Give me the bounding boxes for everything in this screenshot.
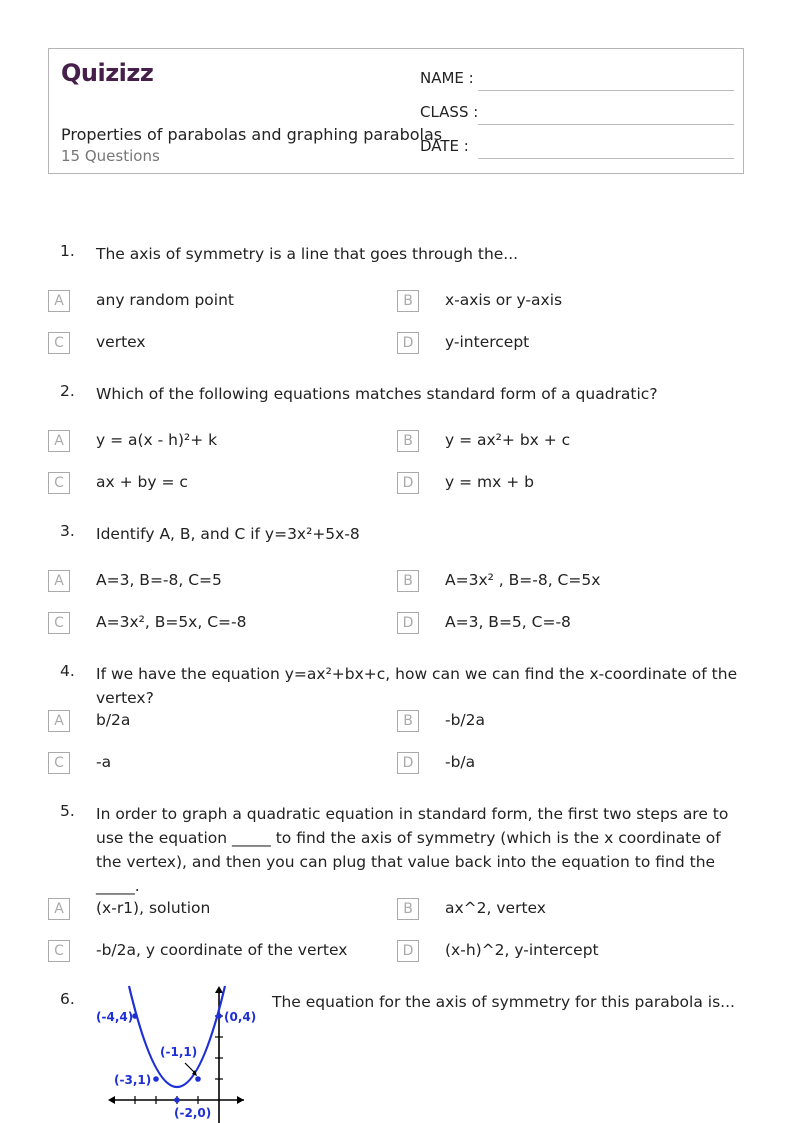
point-neg1-1 [195, 1076, 201, 1082]
question-number: 1. [60, 242, 75, 260]
question-text: The equation for the axis of symmetry for this parabola is... [272, 993, 735, 1011]
option-text: (x-h)^2, y-intercept [445, 941, 599, 959]
option-letter-box: A [48, 430, 70, 452]
question-text: Identify A, B, and C if y=3x²+5x-8 [96, 525, 360, 543]
point-label: (-4,4) [96, 1010, 134, 1024]
question-number: 2. [60, 382, 75, 400]
option-letter-box: D [397, 612, 419, 634]
option-text: y = a(x - h)²+ k [96, 431, 218, 449]
x-axis-arrow-left [108, 1096, 115, 1104]
question-text: If we have the equation y=ax²+bx+c, how can we can find the x-coordinate of the vertex? [96, 665, 738, 707]
question-text: Which of the following equations matches standard form of a quadratic? [96, 385, 658, 403]
option-text: vertex [96, 333, 146, 351]
option-text: -b/2a [445, 711, 486, 729]
option-text: -a [96, 753, 112, 771]
option-text: ax + by = c [96, 473, 188, 491]
option-text: ax^2, vertex [445, 899, 546, 917]
class-field[interactable] [420, 103, 734, 121]
date-field[interactable] [420, 137, 734, 155]
point-neg2-0 [174, 1097, 180, 1103]
option-text: x-axis or y-axis [445, 291, 563, 309]
option-letter-box: A [48, 570, 70, 592]
point-label: (-2,0) [174, 1106, 212, 1120]
parabola-curve [129, 986, 225, 1087]
quizizz-logo: Quizizz [61, 59, 154, 87]
point-0-4 [216, 1013, 222, 1019]
option-text: y = mx + b [445, 473, 534, 491]
option-letter-box: D [397, 332, 419, 354]
question-number: 5. [60, 802, 75, 820]
question-number: 4. [60, 662, 75, 680]
axis-ticks [135, 1016, 223, 1104]
name-label: NAME : [420, 69, 474, 87]
class-line [478, 123, 734, 125]
option-letter-box: B [397, 290, 419, 312]
option-letter-box: A [48, 898, 70, 920]
option-text: -b/2a, y coordinate of the vertex [96, 941, 348, 959]
question-count: 15 Questions [61, 147, 160, 165]
option-letter-box: C [48, 940, 70, 962]
question-text: In order to graph a quadratic equation in standard form, the first two steps are to use the equation _____ to find the axis of symmetry (which is the x coordinate of the vertex), and then you can plug that value back into the equation to find the _____. [96, 805, 729, 895]
point-neg3-1 [153, 1076, 159, 1082]
option-letter-box: D [397, 940, 419, 962]
option-text: y = ax²+ bx + c [445, 431, 571, 449]
y-axis-arrow-up [215, 986, 223, 993]
option-letter-box: D [397, 472, 419, 494]
option-letter-box: C [48, 612, 70, 634]
option-letter-box: C [48, 332, 70, 354]
option-letter-box: A [48, 290, 70, 312]
option-letter-box: B [397, 710, 419, 732]
question-number: 6. [60, 990, 75, 1008]
x-axis-arrow-right [237, 1096, 244, 1104]
parabola-graph [96, 983, 257, 1123]
option-text: -b/a [445, 753, 476, 771]
option-text: A=3, B=-8, C=5 [96, 571, 222, 589]
date-label: DATE : [420, 137, 469, 155]
option-text: (x-r1), solution [96, 899, 211, 917]
option-text: A=3x², B=5x, C=-8 [96, 613, 247, 631]
option-text: b/2a [96, 711, 131, 729]
option-letter-box: B [397, 898, 419, 920]
option-text: any random point [96, 291, 234, 309]
option-letter-box: D [397, 752, 419, 774]
worksheet-header [48, 48, 744, 174]
date-line [478, 157, 734, 159]
name-field[interactable] [420, 69, 734, 87]
question-number: 3. [60, 522, 75, 540]
option-letter-box: A [48, 710, 70, 732]
option-text: A=3, B=5, C=-8 [445, 613, 571, 631]
point-label: (0,4) [224, 1010, 257, 1024]
option-letter-box: B [397, 430, 419, 452]
option-letter-box: B [397, 570, 419, 592]
point-label: (-1,1) [160, 1045, 198, 1059]
class-label: CLASS : [420, 103, 479, 121]
option-text: y-intercept [445, 333, 530, 351]
name-line [478, 89, 734, 91]
option-letter-box: C [48, 752, 70, 774]
point-label: (-3,1) [114, 1073, 152, 1087]
option-text: A=3x² , B=-8, C=5x [445, 571, 601, 589]
worksheet-title: Properties of parabolas and graphing parabolas [61, 125, 443, 144]
option-letter-box: C [48, 472, 70, 494]
question-text: The axis of symmetry is a line that goes through the... [96, 245, 519, 263]
